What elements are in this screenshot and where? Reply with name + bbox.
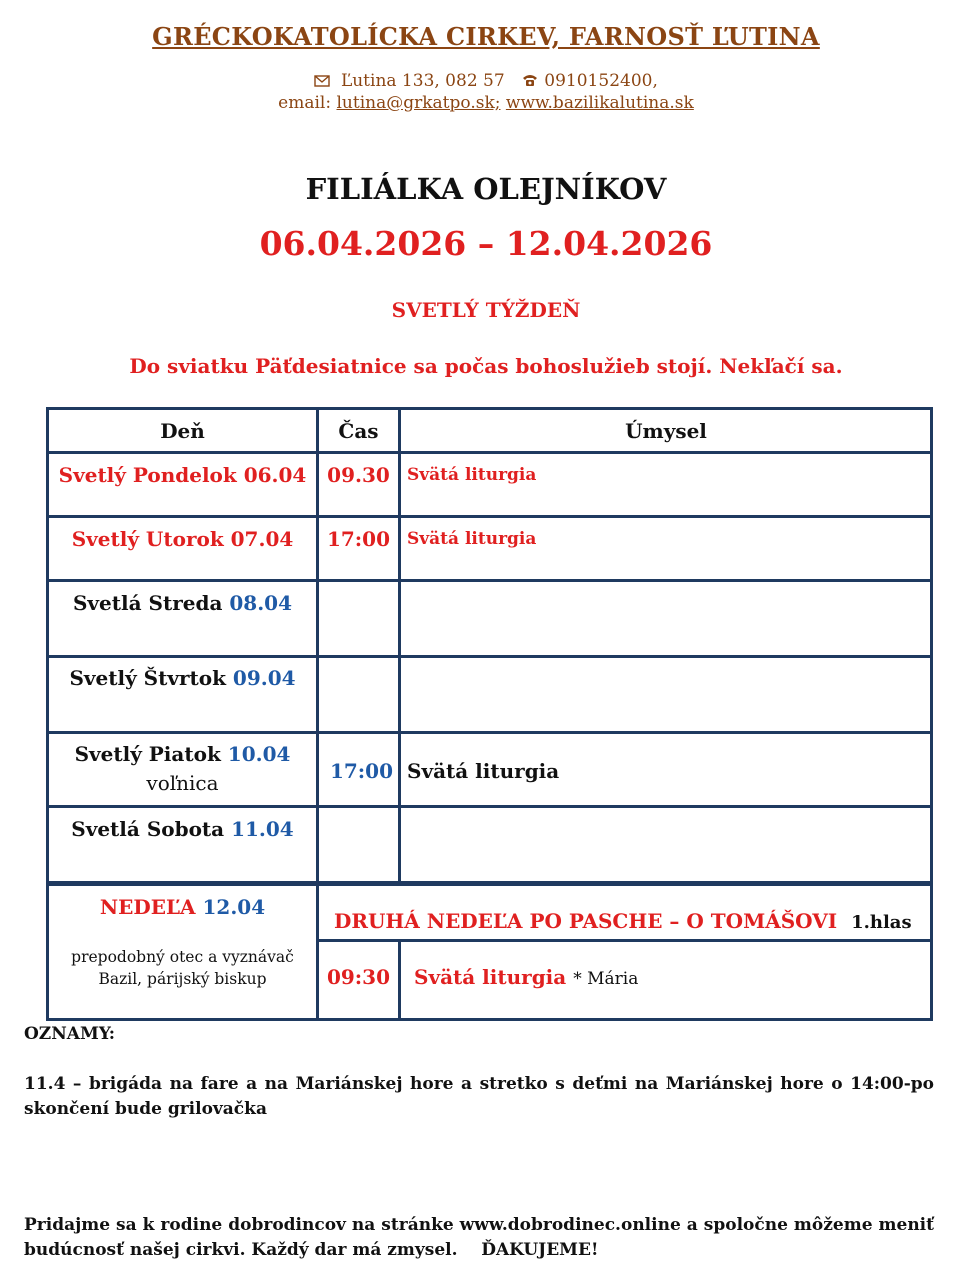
row-time: 17:00	[326, 527, 391, 551]
row-time: 17:00	[329, 759, 394, 783]
thanks: ĎAKUJEME!	[481, 1240, 599, 1260]
parish-title: GRÉCKOKATOLÍCKA CIRKEV, FARNOSŤ ĽUTINA	[152, 22, 820, 51]
sunday-intention: Svätá liturgia * Mária	[414, 965, 639, 989]
header-intention: Úmysel	[625, 419, 707, 443]
sunday-day: NEDEĽA 12.04	[99, 895, 266, 919]
row-day-note: voľnica	[146, 771, 219, 795]
row-time: 09.30	[327, 463, 390, 487]
row-day: Svetlá Streda 08.04	[72, 591, 293, 615]
header-time: Čas	[338, 419, 379, 443]
sunday-time: 09:30	[326, 965, 391, 989]
announcement-item: 11.4 – brigáda na fare a na Mariánskej hore a stretko s deťmi na Mariánskej hore o 14:00-po skončení bude grilovačka	[24, 1074, 934, 1119]
row-intention: Svätá liturgia	[407, 759, 560, 783]
address: Ľutina 133, 082 57	[340, 71, 505, 91]
email-link[interactable]: lutina@grkatpo.sk;	[336, 93, 501, 113]
row-day: Svetlý Pondelok 06.04	[58, 463, 307, 487]
row-day: Svetlá Sobota 11.04	[71, 817, 294, 841]
sunday-saint: prepodobný otec a vyznávač Bazil, párijský biskup	[71, 948, 294, 988]
sunday-feast: DRUHÁ NEDEĽA PO PASCHE – O TOMÁŠOVI 1.hlas	[334, 909, 912, 933]
email-label: email:	[278, 93, 332, 113]
header-day: Deň	[160, 419, 205, 443]
website-link[interactable]: www.bazilikalutina.sk	[505, 93, 694, 113]
notice: Do sviatku Päťdesiatnice sa počas bohoslužieb stojí. Nekľačí sa.	[129, 354, 843, 378]
row-day: Svetlý Štvrtok 09.04	[69, 666, 296, 690]
phone: 0910152400,	[544, 71, 658, 91]
filial-title: FILIÁLKA OLEJNÍKOV	[305, 172, 667, 206]
row-day: Svetlý Utorok 07.04	[71, 527, 294, 551]
footer-text: Pridajme sa k rodine dobrodincov na stránke www.dobrodinec.online a spoločne môžeme meniť budúcnosť našej cirkvi. Každý dar má zmysel. ĎAKUJEME!	[24, 1215, 934, 1260]
envelope-icon	[314, 72, 330, 92]
announcements-heading: OZNAMY:	[24, 1024, 116, 1044]
phone-icon	[521, 72, 539, 92]
email-line	[0, 93, 972, 113]
contact-line	[0, 71, 972, 92]
row-intention: Svätá liturgia	[407, 465, 537, 485]
row-intention: Svätá liturgia	[407, 529, 537, 549]
week-title: SVETLÝ TÝŽDEŇ	[391, 298, 581, 322]
date-range: 06.04.2026 – 12.04.2026	[259, 224, 713, 263]
row-day: Svetlý Piatok 10.04	[74, 742, 291, 766]
